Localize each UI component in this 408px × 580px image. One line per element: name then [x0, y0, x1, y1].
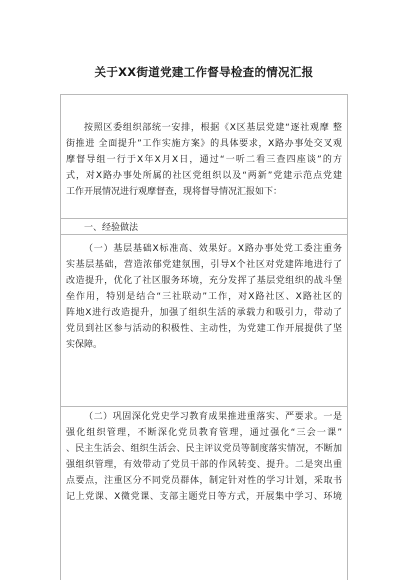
paragraph-line: 实保障。 — [66, 340, 103, 350]
rule-line — [61, 94, 347, 95]
paragraph-line: 、民主生活会、组织生活会、民主评议党员等制度落实情况，不断加 — [66, 444, 342, 454]
paragraph-line: 式，对X路办事处所属的社区党组织以及“两新”党建示范点党建 — [66, 171, 342, 181]
section-heading: 一、经验做法 — [84, 223, 139, 233]
paragraph-line: 按照区委组织部统一安排，根据《X区基层党建“逐社观摩 整 — [84, 123, 342, 133]
paragraph-line: 摩督导组一行于X年X月X日，通过“一听二看三查四座谈”的方 — [66, 155, 342, 165]
paragraph-line: 阵地X进行改造提升，加强了组织生活的承载力和吸引力，带动了 — [66, 308, 342, 318]
rule-line — [61, 234, 347, 235]
paragraph-line: （二）巩固深化党史学习教育成果推进重落实、严要求。一是 — [84, 412, 342, 422]
paragraph-line: 实基层基础，营造浓郁党建氛围，引导X个社区对党建阵地进行了 — [66, 260, 342, 270]
paragraph-line: 街推进 全面提升”工作实施方案》的具体要求，X路办事处交叉观 — [66, 139, 342, 149]
rule-line — [61, 218, 347, 219]
paragraph-line: 强化组织管理，不断深化党员教育管理，通过强化“三会一课” — [66, 428, 342, 438]
paragraph-line: 工作开展情况进行观摩督查，现将督导情况汇报如下： — [66, 187, 283, 197]
paragraph-line: 点要点，注重区分不同党员群体，制定针对性的学习计划，采取书 — [66, 476, 342, 486]
paragraph-line: 记上党课、X微党课、支部主题党日等方式，开展集中学习、环境 — [66, 492, 342, 502]
paragraph-line: 改造提升，优化了社区服务环境，充分发挥了基层党组织的战斗堡 — [66, 276, 342, 286]
paragraph-line: 强组织管理，有效带动了党员干部的作风转变、提升。二是突出重 — [66, 460, 342, 470]
document-title: 关于XX街道党建工作督导检查的情况汇报 — [94, 65, 314, 79]
rule-line — [61, 406, 347, 407]
paragraph-line: （一）基层基础X标准高、效果好。X路办事处党工委注重务 — [84, 244, 342, 254]
document-frame — [60, 94, 348, 580]
paragraph-line: 垒作用，特别是结合“三社联动”工作，对X路社区、X路社区的 — [66, 292, 342, 302]
paragraph-line: 党员到社区参与活动的积极性、主动性，为党建工作开展提供了坚 — [66, 324, 342, 334]
